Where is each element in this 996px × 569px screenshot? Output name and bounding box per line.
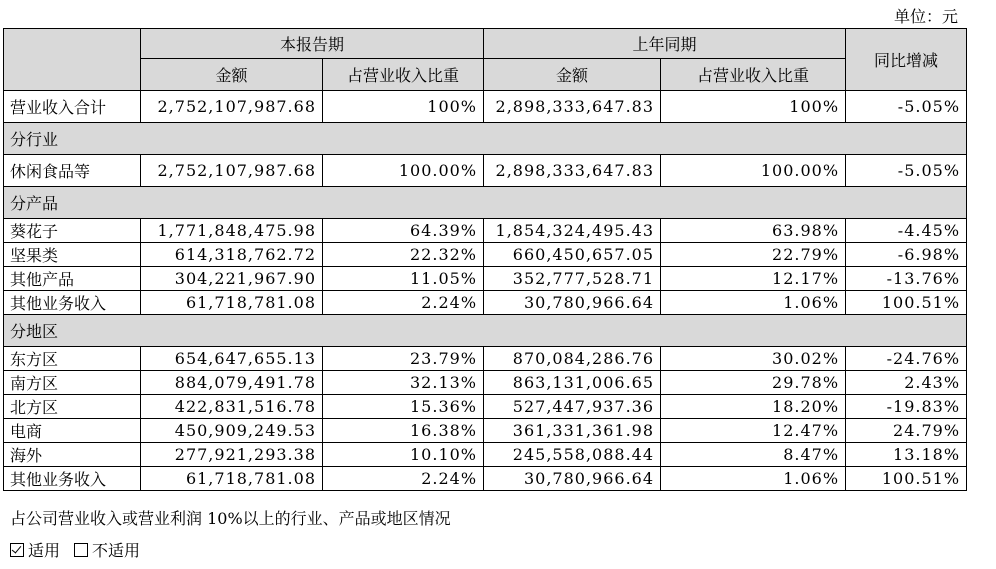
yoy-change: -6.98% [846,243,967,267]
prev-share: 12.47% [661,419,846,443]
row-name: 坚果类 [4,243,141,267]
yoy-change: 100.51% [846,291,967,315]
cur-share: 22.32% [323,243,484,267]
cur-share: 2.24% [323,291,484,315]
table-row [4,419,967,443]
table-row [4,443,967,467]
revenue-table [3,28,967,491]
cur-amount: 304,221,967.90 [141,267,323,291]
footnote: 占公司营业收入或营业利润 10%以上的行业、产品或地区情况 [10,509,451,528]
row-name: 休闲食品等 [4,155,141,187]
table-row [4,291,967,315]
row-name: 海外 [4,443,141,467]
header-prev-amount: 金额 [484,59,661,91]
table-row [4,347,967,371]
applicable-label: 适用 [28,541,61,560]
prev-amount: 352,777,528.71 [484,267,661,291]
prev-amount: 245,558,088.44 [484,443,661,467]
prev-share: 30.02% [661,347,846,371]
cur-share: 15.36% [323,395,484,419]
cur-amount: 277,921,293.38 [141,443,323,467]
row-name: 营业收入合计 [4,91,141,123]
prev-amount: 660,450,657.05 [484,243,661,267]
checked-box-icon[interactable] [10,543,24,557]
cur-amount: 1,771,848,475.98 [141,219,323,243]
cur-share: 32.13% [323,371,484,395]
header-last-period: 上年同期 [484,29,846,59]
prev-amount: 527,447,937.36 [484,395,661,419]
prev-share: 12.17% [661,267,846,291]
cur-share: 11.05% [323,267,484,291]
header-corner [4,29,141,91]
prev-share: 63.98% [661,219,846,243]
group-title: 分地区 [4,315,967,347]
cur-amount: 2,752,107,987.68 [141,155,323,187]
table-row [4,395,967,419]
prev-share: 1.06% [661,291,846,315]
row-name: 葵花子 [4,219,141,243]
table-row [4,155,967,187]
cur-share: 64.39% [323,219,484,243]
total-row [4,91,967,123]
applicable-option[interactable] [10,538,60,561]
group-header-row [4,187,967,219]
prev-amount: 30,780,966.64 [484,467,661,491]
cur-amount: 450,909,249.53 [141,419,323,443]
cur-amount: 61,718,781.08 [141,291,323,315]
prev-amount: 1,854,324,495.43 [484,219,661,243]
prev-amount: 361,331,361.98 [484,419,661,443]
header-current-period: 本报告期 [141,29,484,59]
row-name: 电商 [4,419,141,443]
row-name: 其他产品 [4,267,141,291]
cur-share: 10.10% [323,443,484,467]
cur-amount: 654,647,655.13 [141,347,323,371]
group-header-row [4,315,967,347]
table-row [4,243,967,267]
header-yoy: 同比增减 [846,29,967,91]
table-row [4,467,967,491]
table-row [4,267,967,291]
row-name: 南方区 [4,371,141,395]
yoy-change: -4.45% [846,219,967,243]
header-prev-share: 占营业收入比重 [661,59,846,91]
prev-amount: 870,084,286.76 [484,347,661,371]
prev-share: 8.47% [661,443,846,467]
cur-share: 2.24% [323,467,484,491]
table-row [4,219,967,243]
prev-share: 18.20% [661,395,846,419]
prev-amount: 30,780,966.64 [484,291,661,315]
yoy-change: 24.79% [846,419,967,443]
yoy-change: -19.83% [846,395,967,419]
header-cur-amount: 金额 [141,59,323,91]
row-name: 东方区 [4,347,141,371]
cur-amount: 2,752,107,987.68 [141,91,323,123]
yoy-change: 2.43% [846,371,967,395]
applicability-options [10,538,140,561]
row-name: 其他业务收入 [4,467,141,491]
prev-share: 22.79% [661,243,846,267]
not-applicable-option[interactable] [74,538,140,561]
cur-amount: 614,318,762.72 [141,243,323,267]
yoy-change: -13.76% [846,267,967,291]
row-name: 其他业务收入 [4,291,141,315]
prev-amount: 2,898,333,647.83 [484,155,661,187]
cur-share: 16.38% [323,419,484,443]
cur-share: 23.79% [323,347,484,371]
cur-amount: 884,079,491.78 [141,371,323,395]
group-header-row [4,123,967,155]
cur-amount: 422,831,516.78 [141,395,323,419]
yoy-change: -24.76% [846,347,967,371]
cur-share: 100.00% [323,155,484,187]
yoy-change: 13.18% [846,443,967,467]
prev-share: 29.78% [661,371,846,395]
unchecked-box-icon[interactable] [74,543,88,557]
row-name: 北方区 [4,395,141,419]
header-cur-share: 占营业收入比重 [323,59,484,91]
prev-share: 100.00% [661,155,846,187]
group-title: 分行业 [4,123,967,155]
prev-amount: 2,898,333,647.83 [484,91,661,123]
yoy-change: -5.05% [846,91,967,123]
prev-share: 1.06% [661,467,846,491]
group-title: 分产品 [4,187,967,219]
prev-share: 100% [661,91,846,123]
cur-share: 100% [323,91,484,123]
prev-amount: 863,131,006.65 [484,371,661,395]
unit-label: 单位：元 [893,7,958,26]
cur-amount: 61,718,781.08 [141,467,323,491]
table-body [4,91,967,491]
table-row [4,371,967,395]
yoy-change: 100.51% [846,467,967,491]
not-applicable-label: 不适用 [92,541,141,560]
yoy-change: -5.05% [846,155,967,187]
